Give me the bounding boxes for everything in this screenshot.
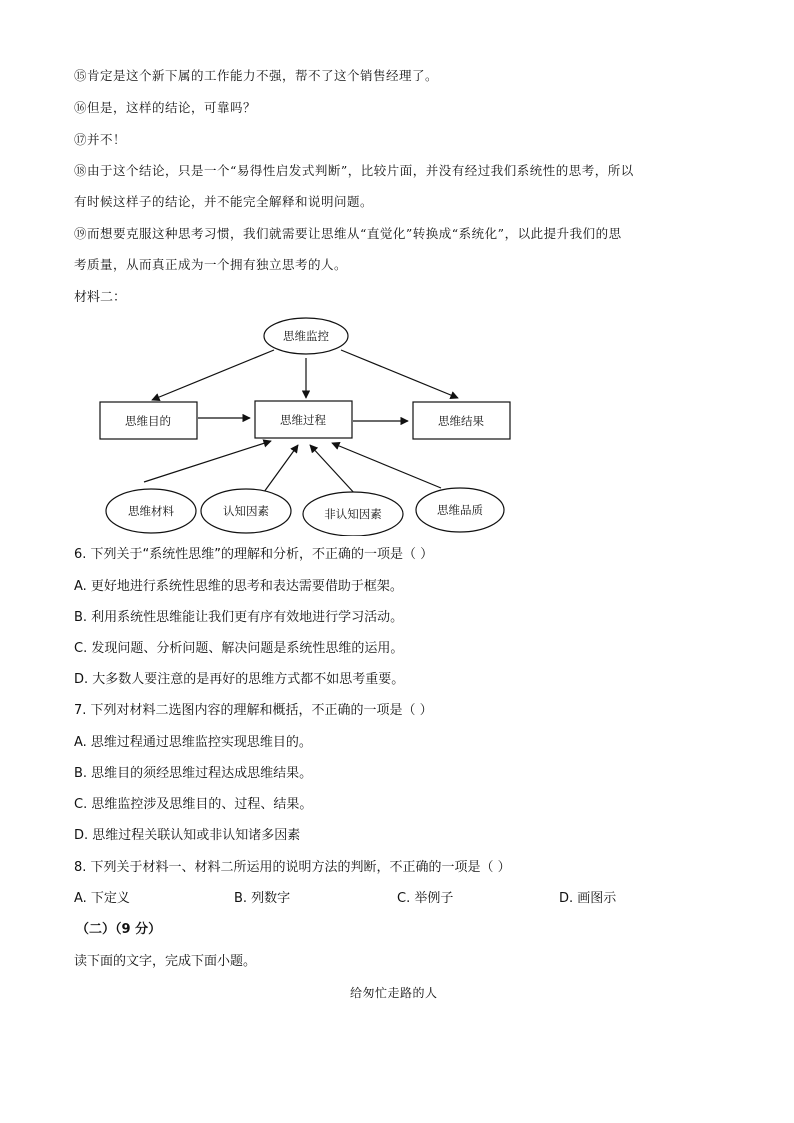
node-noncognitive-factors-label: 非认知因素 (324, 507, 382, 521)
node-cognitive-factors-label: 认知因素 (223, 504, 269, 518)
question-8-stem: 8. 下列关于材料一、材料二所运用的说明方法的判断，不正确的一项是（ ） (74, 860, 511, 875)
node-thinking-purpose-label: 思维目的 (125, 414, 171, 428)
reading-instruction: 读下面的文字，完成下面小题。 (74, 954, 257, 969)
node-thinking-process-label: 思维过程 (280, 413, 326, 427)
arrow-noncognitive-to-process (310, 445, 356, 495)
question-7-option-d: D. 思维过程关联认知或非认知诸多因素 (74, 828, 301, 843)
question-6-stem: 6. 下列关于“系统性思维”的理解和分析，不正确的一项是（ ） (74, 547, 434, 562)
section-2-heading: （二）（9 分） (76, 922, 162, 937)
thinking-structure-diagram (96, 312, 516, 536)
question-6-option-a: A. 更好地进行系统性思维的思考和表达需要借助于框架。 (74, 579, 403, 594)
node-thinking-monitor-label: 思维监控 (283, 329, 329, 343)
question-7-stem: 7. 下列对材料二选图内容的理解和概括，不正确的一项是（ ） (74, 703, 433, 718)
node-thinking-monitor (264, 318, 348, 354)
paragraph-17: ⑰并不！ (74, 132, 127, 147)
arrow-material-to-process (144, 441, 271, 482)
arrow-cognitive-to-process (264, 445, 298, 492)
paragraph-15: ⑮肯定是这个新下属的工作能力不强，帮不了这个销售经理了。 (74, 68, 439, 83)
question-6-option-d: D. 大多数人要注意的是再好的思维方式都不如思考重要。 (74, 672, 405, 687)
node-thinking-quality-label: 思维品质 (437, 503, 483, 517)
node-thinking-result-label: 思维结果 (438, 414, 484, 428)
question-8-option-b: B. 列数字 (234, 891, 291, 906)
question-8-option-a: A. 下定义 (74, 891, 130, 906)
node-thinking-result (413, 402, 510, 439)
arrow-quality-to-process (332, 443, 441, 488)
paragraph-19-line-1: ⑲而想要克服这种思考习惯，我们就需要让思维从“直觉化”转换成“系统化”，以此提升我们的思 (74, 226, 622, 241)
node-thinking-material (106, 489, 196, 533)
paragraph-18-line-1: ⑱由于这个结论，只是一个“易得性启发式判断”，比较片面，并没有经过我们系统性的思考，所以 (74, 163, 634, 178)
arrow-monitor-to-result (341, 350, 458, 398)
node-thinking-material-label: 思维材料 (128, 504, 174, 518)
question-7-option-b: B. 思维目的须经思维过程达成思维结果。 (74, 766, 313, 781)
paragraph-19-line-2: 考质量，从而真正成为一个拥有独立思考的人。 (74, 257, 348, 272)
question-8-option-c: C. 举例子 (397, 891, 454, 906)
node-noncognitive-factors (303, 492, 403, 536)
paragraph-16: ⑯但是，这样的结论，可靠吗？ (74, 100, 257, 115)
question-8-option-d: D. 画图示 (559, 891, 617, 906)
article-title: 给匆忙走路的人 (350, 986, 438, 1000)
question-6-option-b: B. 利用系统性思维能让我们更有序有效地进行学习活动。 (74, 610, 404, 625)
material-2-label: 材料二： (74, 290, 127, 305)
arrow-monitor-to-purpose (152, 350, 274, 400)
question-6-option-c: C. 发现问题、分析问题、解决问题是系统性思维的运用。 (74, 641, 404, 656)
node-thinking-purpose (100, 402, 197, 439)
question-7-option-c: C. 思维监控涉及思维目的、过程、结果。 (74, 797, 313, 812)
paragraph-18-line-2: 有时候这样子的结论，并不能完全解释和说明问题。 (74, 194, 374, 209)
node-cognitive-factors (201, 489, 291, 533)
question-7-option-a: A. 思维过程通过思维监控实现思维目的。 (74, 735, 312, 750)
node-thinking-quality (416, 488, 504, 532)
node-thinking-process (255, 401, 352, 438)
